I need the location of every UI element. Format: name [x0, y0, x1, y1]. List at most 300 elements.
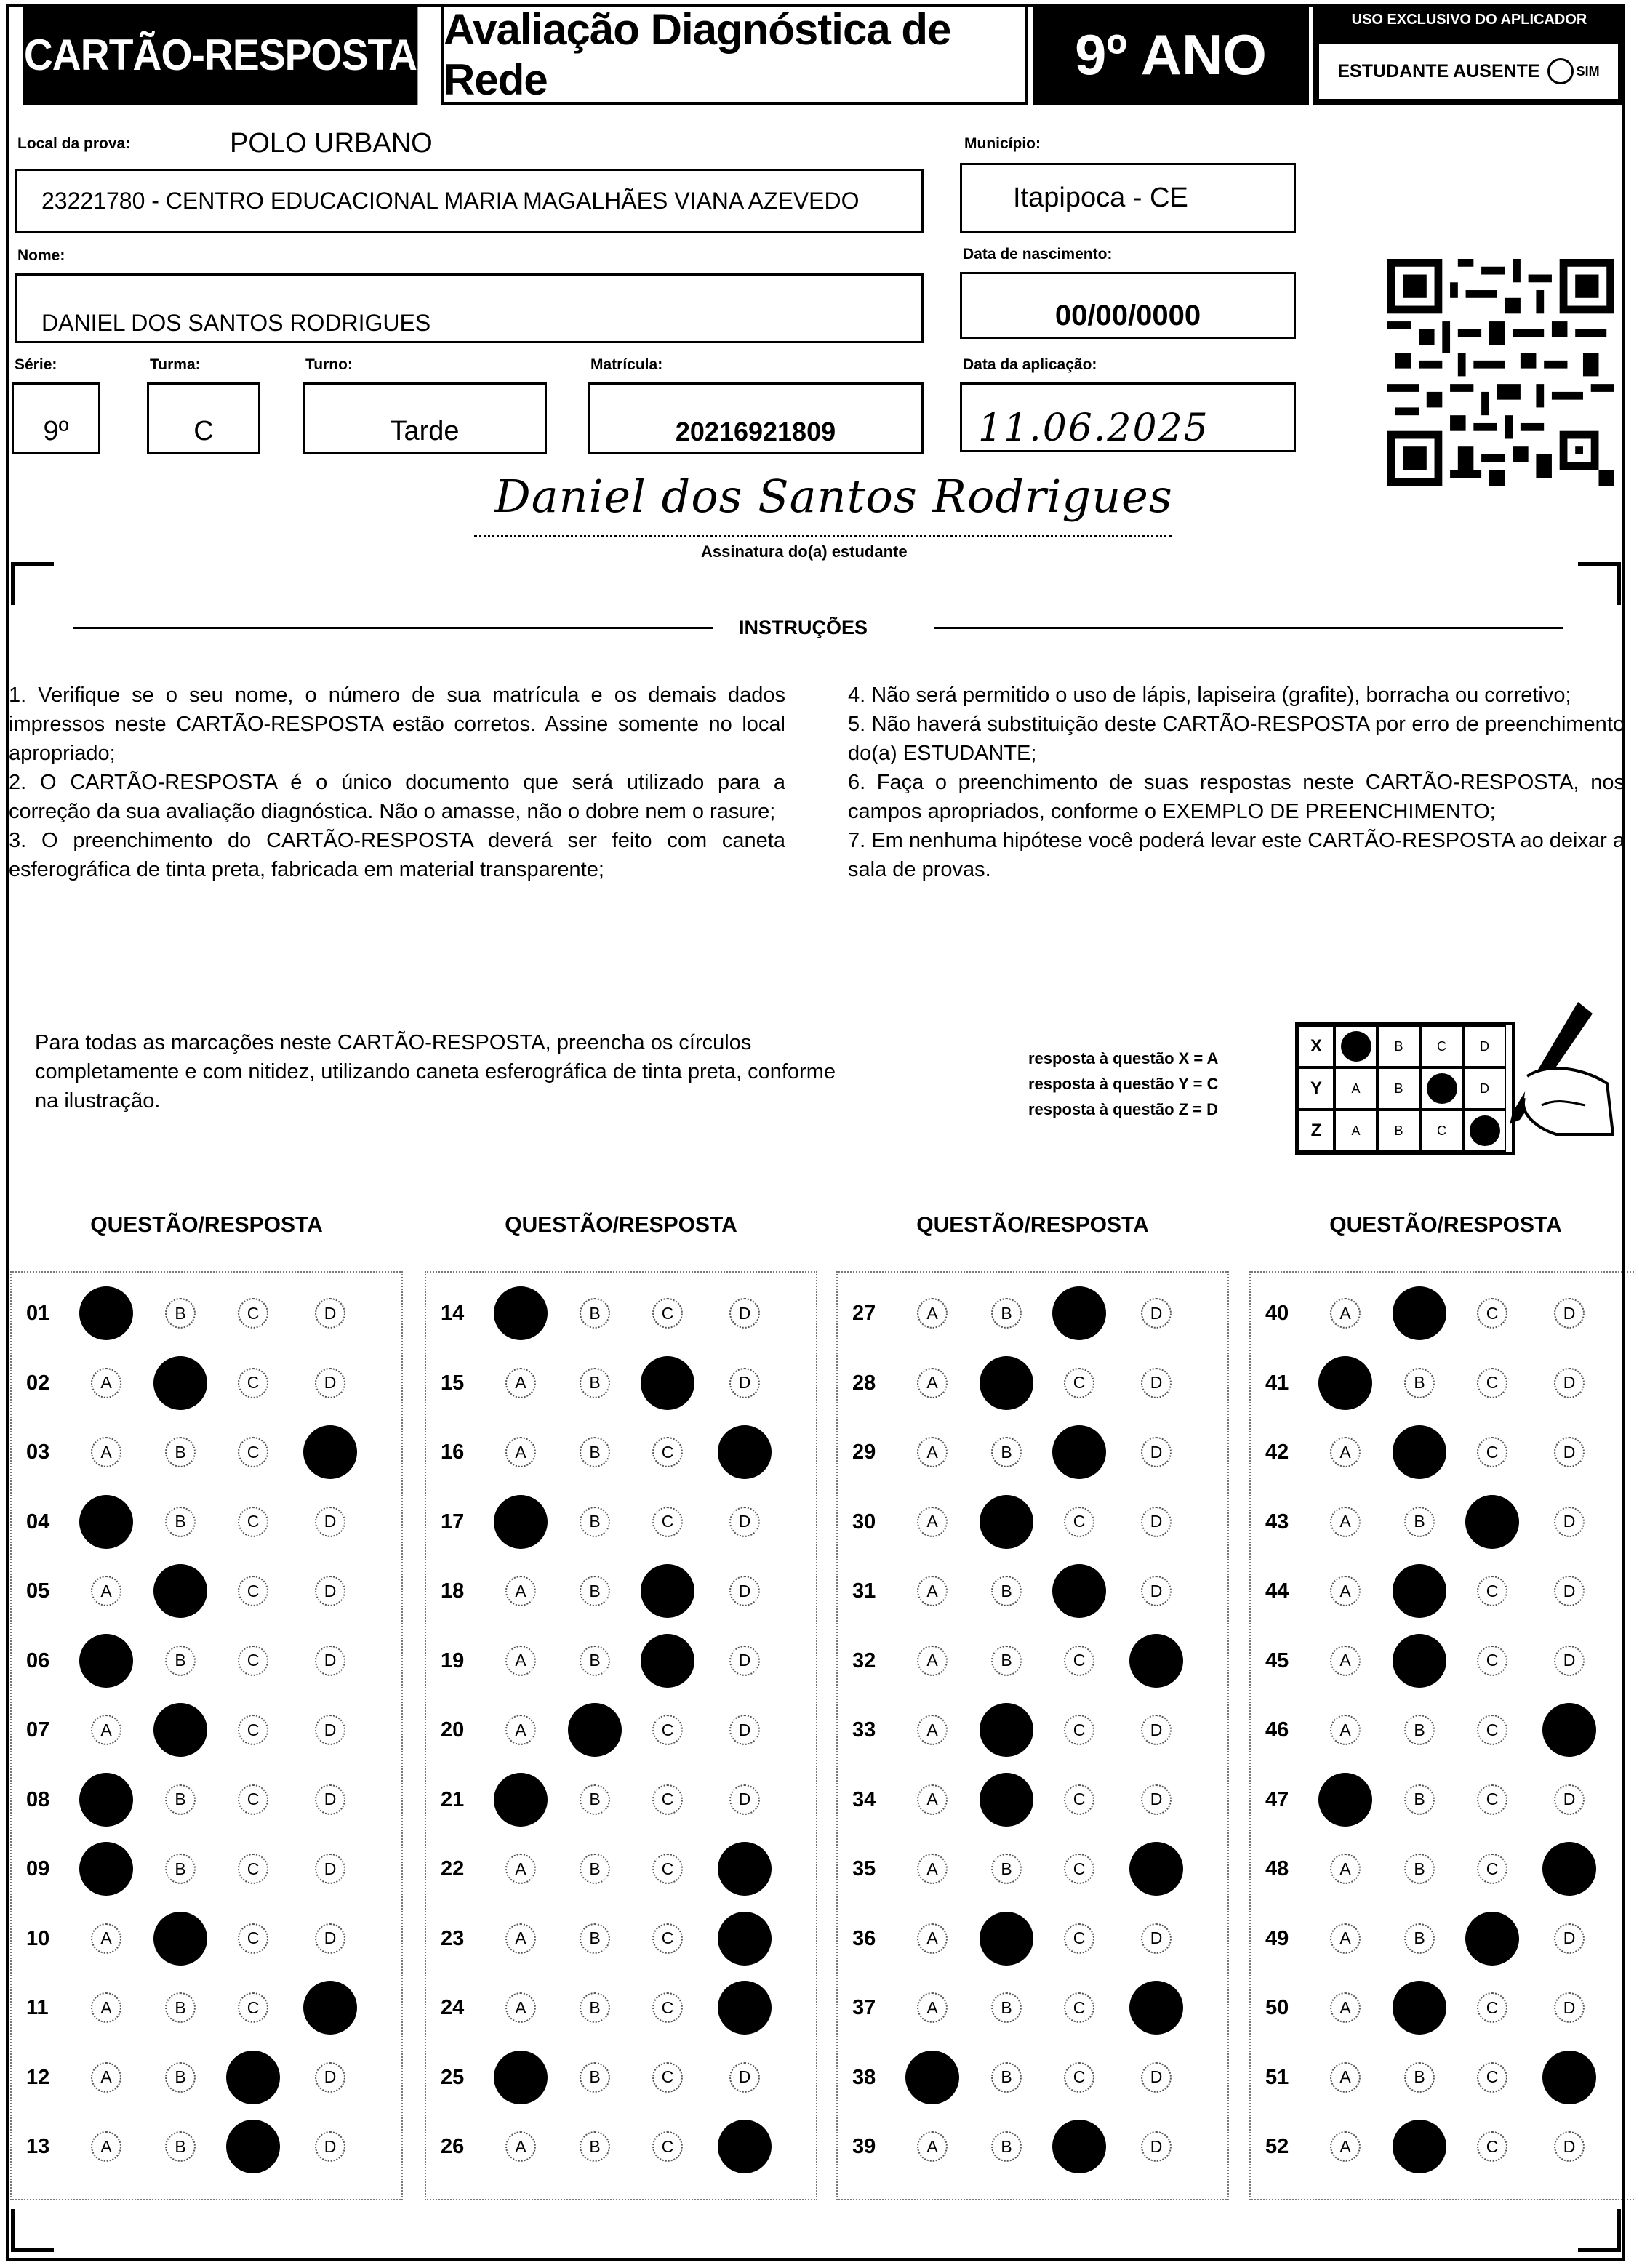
nascimento-box — [960, 272, 1296, 339]
signature-handwriting: Daniel dos Santos Rodrigues — [494, 470, 1173, 523]
filled-bubble[interactable] — [980, 1703, 1033, 1757]
instruction-item: 2. O CARTÃO-RESPOSTA é o único documento que será utilizado para a correção da sua avaliação diagnóstica. Não o amasse, não o dobre nem o rasure; — [9, 771, 785, 823]
answer-bubble[interactable]: B — [580, 1437, 610, 1467]
answer-bubble[interactable]: A — [505, 1576, 536, 1606]
answer-bubble[interactable]: A — [91, 1437, 121, 1467]
filled-bubble[interactable] — [226, 2051, 280, 2104]
filled-bubble[interactable] — [1318, 1356, 1372, 1410]
answer-bubble[interactable]: D — [729, 1368, 760, 1398]
answer-bubble[interactable]: A — [91, 1923, 121, 1954]
answer-bubble[interactable]: C — [238, 1437, 268, 1467]
filled-bubble[interactable] — [641, 1634, 694, 1688]
local-label: Local da prova: — [17, 135, 131, 152]
answer-bubble[interactable]: A — [91, 1368, 121, 1398]
turma-value: C — [193, 416, 214, 446]
instructions-right — [848, 681, 1625, 884]
answer-bubble[interactable]: D — [315, 2131, 345, 2162]
instruction-item: 6. Faça o preenchimento de suas respostas neste CARTÃO-RESPOSTA, nos campos apropriados, conforme o EXEMPLO DE PREENCHIMENTO; — [848, 771, 1625, 823]
answer-bubble[interactable]: D — [315, 1507, 345, 1537]
answer-bubble[interactable]: D — [729, 1576, 760, 1606]
answer-bubble[interactable]: A — [917, 1576, 948, 1606]
instruction-item: 3. O preenchimento do CARTÃO-RESPOSTA deverá ser feito com caneta esferográfica de tinta preta, fabricada em material transparente; — [9, 829, 785, 881]
answer-bubble[interactable]: A — [917, 1992, 948, 2023]
answer-bubble[interactable]: C — [238, 1298, 268, 1329]
answer-bubble[interactable]: C — [1477, 1784, 1507, 1815]
answer-bubble[interactable]: D — [315, 2062, 345, 2093]
qr-code — [1387, 259, 1614, 486]
filled-bubble[interactable] — [303, 1425, 357, 1479]
instructions-rule-left — [73, 627, 713, 629]
question-number: 15 — [441, 1371, 465, 1395]
answer-bubble[interactable]: B — [1404, 1507, 1435, 1537]
answer-bubble[interactable]: C — [1064, 1784, 1094, 1815]
filled-bubble[interactable] — [1393, 1286, 1446, 1340]
filled-bubble[interactable] — [905, 2051, 959, 2104]
answer-bubble[interactable]: D — [1141, 1715, 1172, 1745]
question-number: 11 — [26, 1996, 49, 2019]
answer-bubble[interactable]: C — [1064, 1854, 1094, 1884]
answer-bubble[interactable]: C — [652, 2062, 683, 2093]
question-number: 51 — [1265, 2065, 1289, 2089]
answer-bubble[interactable]: C — [1477, 2062, 1507, 2093]
instructions-rule-right — [934, 627, 1563, 629]
answer-bubble[interactable]: D — [1141, 1298, 1172, 1329]
answer-bubble[interactable]: D — [1141, 1368, 1172, 1398]
answer-bubble[interactable]: D — [1554, 2131, 1585, 2162]
answer-bubble[interactable]: A — [1330, 1923, 1361, 1954]
question-number: 09 — [26, 1857, 50, 1880]
filled-bubble[interactable] — [153, 1703, 207, 1757]
filled-bubble[interactable] — [79, 1773, 133, 1827]
answer-bubble[interactable]: C — [1477, 1992, 1507, 2023]
answer-bubble[interactable]: B — [991, 2062, 1022, 2093]
absent-box — [1318, 42, 1619, 100]
example-option-cell: A — [1334, 1110, 1377, 1152]
filled-bubble[interactable] — [494, 1286, 548, 1340]
answer-bubble[interactable]: D — [315, 1923, 345, 1954]
question-number: 25 — [441, 2065, 465, 2089]
answer-bubble[interactable]: A — [917, 1298, 948, 1329]
filled-bubble[interactable] — [980, 1773, 1033, 1827]
answer-bubble[interactable]: D — [315, 1368, 345, 1398]
answer-bubble[interactable]: A — [505, 1715, 536, 1745]
example-option-cell: B — [1377, 1067, 1420, 1110]
aplicacao-value: 11.06.2025 — [978, 406, 1209, 450]
answer-bubble[interactable]: B — [991, 1992, 1022, 2023]
question-number: 07 — [26, 1718, 50, 1742]
card-label: CARTÃO-RESPOSTA — [23, 4, 418, 105]
question-number: 34 — [852, 1787, 876, 1811]
filled-bubble[interactable] — [79, 1495, 133, 1549]
answer-bubble[interactable]: A — [505, 2131, 536, 2162]
nascimento-label: Data de nascimento: — [963, 246, 1113, 263]
question-number: 42 — [1265, 1440, 1289, 1464]
pen-hand-icon — [1483, 996, 1614, 1142]
answer-bubble[interactable]: D — [729, 1507, 760, 1537]
question-number: 23 — [441, 1926, 465, 1950]
question-number: 43 — [1265, 1510, 1289, 1534]
question-number: 10 — [26, 1926, 50, 1950]
filled-bubble[interactable] — [1052, 2120, 1106, 2173]
nome-value: DANIEL DOS SANTOS RODRIGUES — [41, 310, 431, 336]
answer-bubble[interactable]: A — [917, 1368, 948, 1398]
filled-bubble[interactable] — [79, 1634, 133, 1688]
nascimento-value: 00/00/0000 — [1054, 300, 1201, 332]
answer-bubble[interactable]: C — [652, 1992, 683, 2023]
answer-bubble[interactable]: D — [729, 1298, 760, 1329]
answer-bubble[interactable]: A — [1330, 1646, 1361, 1676]
column-title: QUESTÃO/RESPOSTA — [916, 1213, 1149, 1237]
answer-bubble[interactable]: A — [917, 1437, 948, 1467]
answer-bubble[interactable]: D — [1554, 1576, 1585, 1606]
filled-bubble[interactable] — [1129, 1842, 1183, 1896]
answer-bubble[interactable]: C — [652, 1437, 683, 1467]
example-option-cell: C — [1420, 1110, 1463, 1152]
question-number: 39 — [852, 2135, 876, 2158]
question-number: 48 — [1265, 1857, 1289, 1880]
answer-bubble[interactable]: B — [580, 1854, 610, 1884]
example-legend — [1028, 1046, 1218, 1122]
filled-bubble[interactable] — [718, 1981, 772, 2035]
answer-bubble[interactable]: B — [580, 1576, 610, 1606]
question-number: 45 — [1265, 1648, 1289, 1672]
answer-bubble[interactable]: D — [1554, 1992, 1585, 2023]
question-number: 32 — [852, 1648, 876, 1672]
column-title: QUESTÃO/RESPOSTA — [90, 1213, 323, 1237]
answer-bubble[interactable]: C — [1477, 1437, 1507, 1467]
question-number: 52 — [1265, 2135, 1289, 2158]
answer-bubble[interactable]: B — [165, 1507, 196, 1537]
answer-bubble[interactable]: D — [315, 1854, 345, 1884]
answer-bubble[interactable]: C — [1064, 1923, 1094, 1954]
filled-bubble[interactable] — [79, 1842, 133, 1896]
answer-bubble[interactable]: C — [238, 1784, 268, 1815]
absent-option: SIM — [1576, 63, 1600, 79]
column-title: QUESTÃO/RESPOSTA — [505, 1213, 737, 1237]
answer-bubble[interactable]: C — [238, 1715, 268, 1745]
filled-bubble[interactable] — [718, 1842, 772, 1896]
answer-bubble[interactable]: A — [1330, 1992, 1361, 2023]
answer-bubble[interactable]: D — [315, 1298, 345, 1329]
filled-bubble[interactable] — [568, 1703, 622, 1757]
question-number: 31 — [852, 1579, 876, 1603]
filled-bubble[interactable] — [1393, 2120, 1446, 2173]
question-number: 44 — [1265, 1579, 1289, 1603]
filled-bubble[interactable] — [718, 1425, 772, 1479]
answer-bubble[interactable]: A — [1330, 2131, 1361, 2162]
filled-bubble[interactable] — [980, 1356, 1033, 1410]
filled-bubble[interactable] — [494, 2051, 548, 2104]
answer-bubble[interactable]: D — [315, 1784, 345, 1815]
answer-bubble[interactable]: D — [1141, 2062, 1172, 2093]
answer-bubble[interactable]: A — [505, 1992, 536, 2023]
nome-label: Nome: — [17, 247, 65, 264]
filled-bubble[interactable] — [494, 1773, 548, 1827]
answer-bubble[interactable]: C — [238, 1854, 268, 1884]
filled-bubble[interactable] — [1052, 1564, 1106, 1618]
answer-bubble[interactable]: B — [165, 1437, 196, 1467]
question-number: 46 — [1265, 1718, 1289, 1742]
question-number: 49 — [1265, 1926, 1289, 1950]
question-number: 29 — [852, 1440, 876, 1464]
answer-bubble[interactable]: A — [505, 1368, 536, 1398]
filled-bubble[interactable] — [1393, 1564, 1446, 1618]
instruction-item: 5. Não haverá substituição deste CARTÃO-RESPOSTA por erro de preenchimento do(a) ESTUDANTE; — [848, 713, 1625, 765]
question-number: 16 — [441, 1440, 465, 1464]
answer-bubble[interactable]: D — [315, 1715, 345, 1745]
filled-bubble[interactable] — [1542, 1842, 1596, 1896]
question-number: 21 — [441, 1787, 465, 1811]
municipio-box — [960, 163, 1296, 233]
answer-bubble[interactable]: C — [1064, 1646, 1094, 1676]
filled-bubble[interactable] — [1129, 1634, 1183, 1688]
aplicacao-box — [960, 382, 1296, 452]
instruction-item: 4. Não será permitido o uso de lápis, lapiseira (grafite), borracha ou corretivo; — [848, 684, 1571, 707]
example-option-cell: D — [1463, 1067, 1506, 1110]
example-option-cell: A — [1334, 1067, 1377, 1110]
example-grid — [1295, 1022, 1515, 1155]
answer-bubble[interactable]: A — [1330, 1715, 1361, 1745]
answer-bubble[interactable]: C — [238, 1576, 268, 1606]
filled-bubble[interactable] — [1393, 1634, 1446, 1688]
answer-bubble[interactable]: C — [1477, 1298, 1507, 1329]
answer-bubble[interactable]: A — [917, 1854, 948, 1884]
aplicacao-label: Data da aplicação: — [963, 356, 1097, 373]
question-number: 41 — [1265, 1371, 1289, 1395]
answer-bubble[interactable]: A — [917, 1646, 948, 1676]
answer-bubble[interactable]: B — [165, 1854, 196, 1884]
question-number: 03 — [26, 1440, 50, 1464]
answer-bubble[interactable]: C — [1477, 1576, 1507, 1606]
answer-bubble[interactable]: B — [580, 1784, 610, 1815]
answer-bubble[interactable]: A — [505, 1923, 536, 1954]
answer-bubble[interactable]: C — [1064, 2062, 1094, 2093]
answer-bubble[interactable]: B — [165, 1784, 196, 1815]
answer-bubble[interactable]: B — [1404, 1854, 1435, 1884]
example-question-cell: Y — [1298, 1067, 1334, 1110]
filled-bubble[interactable] — [226, 2120, 280, 2173]
instructions-title: INSTRUÇÕES — [739, 617, 868, 638]
filled-bubble[interactable] — [153, 1564, 207, 1618]
answer-bubble[interactable]: D — [1554, 1437, 1585, 1467]
question-number: 14 — [441, 1302, 465, 1325]
answer-bubble[interactable]: C — [652, 1298, 683, 1329]
question-number: 17 — [441, 1510, 465, 1534]
answer-bubble[interactable]: B — [165, 1992, 196, 2023]
answer-bubble[interactable]: D — [1141, 1784, 1172, 1815]
question-number: 26 — [441, 2135, 465, 2158]
answer-bubble[interactable]: A — [1330, 1854, 1361, 1884]
answer-bubble[interactable]: D — [729, 1646, 760, 1676]
answer-bubble[interactable]: A — [505, 1437, 536, 1467]
answer-bubble[interactable]: C — [652, 1507, 683, 1537]
answer-bubble[interactable]: C — [652, 2131, 683, 2162]
answer-bubble[interactable]: B — [1404, 1784, 1435, 1815]
filled-bubble[interactable] — [1393, 1425, 1446, 1479]
filled-bubble[interactable] — [1129, 1981, 1183, 2035]
fill-note: Para todas as marcações neste CARTÃO-RESPOSTA, preencha os círculos completamente e com nitidez, utilizando caneta esferográfica de tinta preta, conforme na ilustração. — [35, 1031, 836, 1113]
answer-bubble[interactable]: D — [315, 1646, 345, 1676]
serie-value: 9º — [43, 416, 69, 446]
answer-bubble[interactable]: A — [1330, 1298, 1361, 1329]
filled-bubble[interactable] — [79, 1286, 133, 1340]
answer-bubble[interactable]: C — [652, 1923, 683, 1954]
answer-bubble[interactable]: B — [991, 1437, 1022, 1467]
answer-bubble[interactable]: A — [1330, 2062, 1361, 2093]
answer-bubble[interactable]: D — [729, 1784, 760, 1815]
question-number: 33 — [852, 1718, 876, 1742]
filled-bubble[interactable] — [494, 1495, 548, 1549]
answer-bubble[interactable]: C — [1064, 1992, 1094, 2023]
answer-bubble[interactable]: D — [1141, 2131, 1172, 2162]
answer-bubble[interactable]: B — [1404, 1715, 1435, 1745]
answer-bubble[interactable]: C — [1477, 1854, 1507, 1884]
answer-bubble[interactable]: B — [580, 1368, 610, 1398]
question-number: 12 — [26, 2065, 50, 2089]
filled-bubble[interactable] — [641, 1564, 694, 1618]
question-number: 18 — [441, 1579, 465, 1603]
answer-bubble[interactable]: D — [315, 1576, 345, 1606]
answer-bubble[interactable]: C — [652, 1854, 683, 1884]
question-number: 13 — [26, 2135, 50, 2158]
answer-bubble[interactable]: A — [505, 1854, 536, 1884]
answer-bubble[interactable]: B — [991, 2131, 1022, 2162]
filled-bubble[interactable] — [1465, 1495, 1519, 1549]
filled-bubble[interactable] — [1318, 1773, 1372, 1827]
answer-bubble[interactable]: C — [1064, 1368, 1094, 1398]
answer-bubble[interactable]: A — [91, 2062, 121, 2093]
answer-bubble[interactable]: D — [1554, 1507, 1585, 1537]
answer-bubble[interactable]: B — [991, 1576, 1022, 1606]
answer-bubble[interactable]: C — [1064, 1507, 1094, 1537]
answer-bubble[interactable]: B — [580, 1646, 610, 1676]
answer-bubble[interactable]: A — [91, 1715, 121, 1745]
question-number: 19 — [441, 1648, 465, 1672]
answer-bubble[interactable]: B — [1404, 1368, 1435, 1398]
answer-bubble[interactable]: D — [1554, 1784, 1585, 1815]
question-number: 20 — [441, 1718, 465, 1742]
filled-bubble[interactable] — [1542, 2051, 1596, 2104]
filled-bubble[interactable] — [1542, 1703, 1596, 1757]
answer-bubble[interactable]: A — [917, 1784, 948, 1815]
answer-bubble[interactable]: D — [1141, 1507, 1172, 1537]
answer-bubble[interactable]: C — [652, 1784, 683, 1815]
question-number: 22 — [441, 1857, 465, 1880]
filled-bubble[interactable] — [641, 1356, 694, 1410]
answer-bubble[interactable]: C — [1477, 1368, 1507, 1398]
answer-bubble[interactable]: B — [1404, 1923, 1435, 1954]
answer-bubble[interactable]: B — [165, 2131, 196, 2162]
answer-bubble[interactable]: B — [580, 1298, 610, 1329]
question-number: 47 — [1265, 1787, 1289, 1811]
question-number: 01 — [26, 1302, 50, 1325]
filled-bubble[interactable] — [1465, 1912, 1519, 1966]
answer-bubble[interactable]: D — [729, 2062, 760, 2093]
assessment-title: Avaliação Diagnóstica de Rede — [441, 4, 1028, 105]
answer-bubble[interactable]: D — [1554, 1298, 1585, 1329]
absent-circle[interactable] — [1547, 58, 1574, 84]
answer-bubble[interactable]: C — [238, 1992, 268, 2023]
answer-bubble[interactable]: D — [729, 1715, 760, 1745]
answer-bubble[interactable]: C — [652, 1715, 683, 1745]
answer-bubble[interactable]: A — [1330, 1507, 1361, 1537]
answer-bubble[interactable]: B — [580, 2131, 610, 2162]
answer-bubble[interactable]: A — [91, 2131, 121, 2162]
answer-bubble[interactable]: A — [917, 2131, 948, 2162]
filled-bubble[interactable] — [303, 1981, 357, 2035]
municipio-label: Município: — [964, 135, 1041, 152]
answer-bubble[interactable]: B — [165, 2062, 196, 2093]
filled-bubble[interactable] — [153, 1356, 207, 1410]
answer-bubble[interactable]: D — [1141, 1437, 1172, 1467]
example-line: resposta à questão X = A — [1028, 1049, 1219, 1067]
answer-bubble[interactable]: C — [1477, 2131, 1507, 2162]
answer-bubble[interactable]: A — [917, 1507, 948, 1537]
filled-bubble[interactable] — [1052, 1425, 1106, 1479]
matricula-box — [588, 382, 924, 454]
answer-bubble[interactable]: B — [580, 1992, 610, 2023]
answer-bubble[interactable]: B — [1404, 2062, 1435, 2093]
answer-bubble[interactable]: B — [991, 1854, 1022, 1884]
answer-bubble[interactable]: C — [238, 1646, 268, 1676]
answer-bubble[interactable]: A — [91, 1992, 121, 2023]
filled-bubble[interactable] — [980, 1912, 1033, 1966]
answer-bubble[interactable]: D — [1554, 1646, 1585, 1676]
answer-bubble[interactable]: A — [917, 1923, 948, 1954]
answer-bubble[interactable]: C — [238, 1368, 268, 1398]
answer-bubble[interactable]: B — [165, 1646, 196, 1676]
answer-bubble[interactable]: D — [1554, 1368, 1585, 1398]
example-option-cell — [1420, 1067, 1463, 1110]
serie-label: Série: — [15, 356, 57, 373]
matricula-value: 20216921809 — [675, 417, 836, 446]
answer-bubble[interactable]: A — [505, 1646, 536, 1676]
answer-bubble[interactable]: B — [580, 1923, 610, 1954]
answer-bubble[interactable]: A — [1330, 1576, 1361, 1606]
turno-box — [303, 382, 547, 454]
answer-bubble[interactable]: B — [165, 1298, 196, 1329]
answer-bubble[interactable]: D — [1554, 1923, 1585, 1954]
local-value: POLO URBANO — [230, 128, 433, 159]
example-option-cell — [1334, 1025, 1377, 1067]
answer-bubble[interactable]: A — [1330, 1437, 1361, 1467]
filled-bubble[interactable] — [1393, 1981, 1446, 2035]
column-title: QUESTÃO/RESPOSTA — [1329, 1213, 1562, 1237]
answer-bubble[interactable]: C — [1477, 1646, 1507, 1676]
filled-bubble[interactable] — [153, 1912, 207, 1966]
answer-bubble[interactable]: A — [91, 1576, 121, 1606]
nome-box — [15, 273, 924, 343]
question-number: 24 — [441, 1996, 465, 2019]
answer-bubble[interactable]: C — [238, 1507, 268, 1537]
answer-bubble[interactable]: C — [1064, 1715, 1094, 1745]
filled-bubble[interactable] — [718, 2120, 772, 2173]
answer-bubble[interactable]: D — [1141, 1576, 1172, 1606]
answer-bubble[interactable]: B — [991, 1646, 1022, 1676]
answer-bubble[interactable]: C — [238, 1923, 268, 1954]
answer-bubble[interactable]: A — [917, 1715, 948, 1745]
answer-bubble[interactable]: C — [1477, 1715, 1507, 1745]
filled-bubble[interactable] — [718, 1912, 772, 1966]
filled-bubble[interactable] — [1052, 1286, 1106, 1340]
answer-bubble[interactable]: B — [991, 1298, 1022, 1329]
question-number: 28 — [852, 1371, 876, 1395]
filled-bubble[interactable] — [980, 1495, 1033, 1549]
answer-bubble[interactable]: B — [580, 2062, 610, 2093]
answer-bubble[interactable]: B — [580, 1507, 610, 1537]
corner-mark-bottom-right — [1578, 2209, 1622, 2253]
answer-bubble[interactable]: D — [1141, 1923, 1172, 1954]
